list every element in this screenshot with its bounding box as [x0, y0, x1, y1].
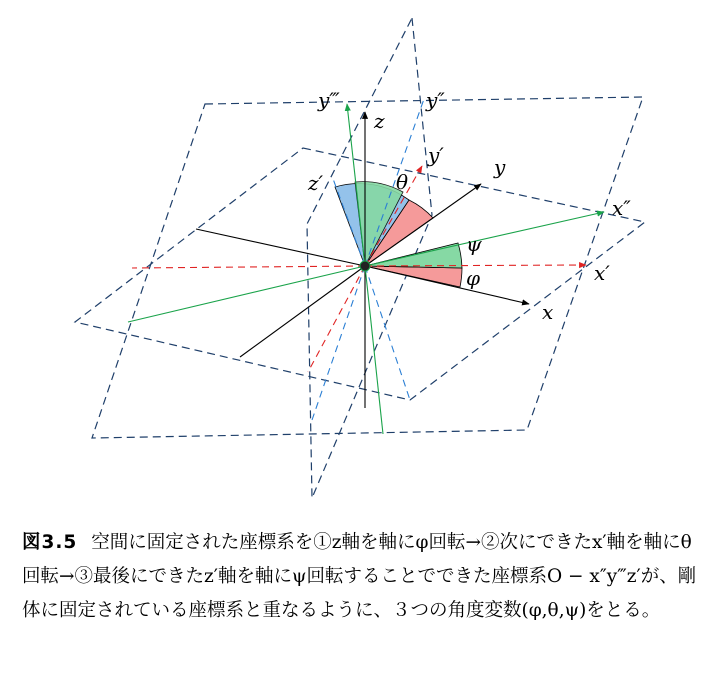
y-double-prime-axis-negative	[312, 266, 365, 420]
label-y-triple-prime: y‴	[318, 88, 340, 112]
y-prime-axis-negative	[308, 266, 365, 372]
caption-text: 空間に固定された座標系を①z軸を軸にφ回転→②次にできたx′軸を軸にθ回転→③最後にできたz′軸を軸にψ回転することでできた座標系O − x″y‴z′が、剛体に固定されている座標系と重なるように、３つの角度変数(φ,θ,ψ)をとる。	[22, 532, 697, 621]
label-x-prime: x′	[594, 261, 610, 285]
angle-sectors	[335, 182, 462, 287]
label-phi: φ	[466, 266, 481, 290]
x-prime-axis-negative	[132, 266, 365, 268]
label-psi: ψ	[466, 232, 482, 256]
planes	[75, 18, 645, 498]
origin-point	[360, 261, 370, 271]
label-z-prime: z′	[308, 171, 324, 195]
x-axis-negative	[196, 229, 365, 266]
label-y-double-prime: y″	[426, 88, 445, 112]
label-y: y	[494, 155, 506, 179]
caption-number: 図3.5	[22, 532, 78, 553]
label-x-double-prime: x″	[612, 196, 631, 220]
label-x: x	[542, 300, 554, 324]
figure-caption	[22, 526, 702, 628]
label-z: z	[374, 109, 385, 133]
x-double-prime-axis-negative	[128, 266, 365, 322]
label-theta: θ	[396, 170, 409, 194]
y-axis-negative	[240, 266, 365, 357]
label-y-prime: y′	[428, 143, 444, 167]
